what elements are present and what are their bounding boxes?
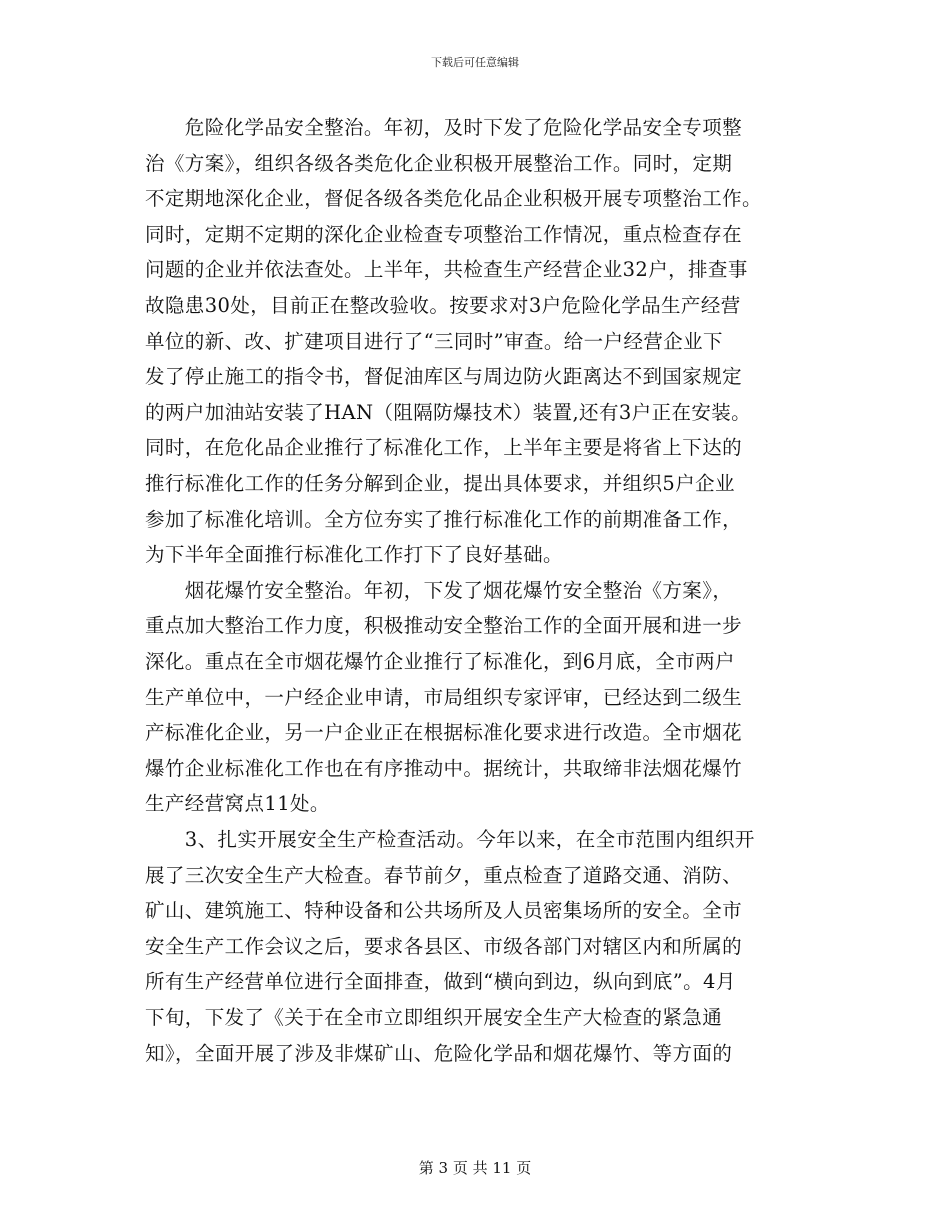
text-line: 产标准化企业，另一户企业正在根据标准化要求进行改造。全市烟花	[145, 721, 743, 745]
text-line: 治《方案》，组织各级各类危化企业积极开展整治工作。同时，定期	[145, 151, 733, 175]
text-line: 烟花爆竹安全整治。年初，下发了烟花爆竹安全整治《方案》，	[145, 578, 733, 602]
text-line: 问题的企业并依法查处。上半年，共检查生产经营企业32户，排查事	[145, 258, 748, 282]
text-line: 故隐患30处，目前正在整改验收。按要求对3户危险化学品生产经营	[145, 294, 741, 317]
text-line: 为下半年全面推行标准化工作打下了良好基础。	[145, 543, 563, 567]
text-line: 生产单位中，一户经企业申请，市局组织专家评审，已经达到二级生	[145, 685, 743, 709]
text-line: 所有生产经营单位进行全面排查，做到“横向到边，纵向到底”。4月	[145, 970, 736, 994]
text-line: 推行标准化工作的任务分解到企业，提出具体要求，并组织5户企业	[145, 472, 735, 495]
text-line: 的两户加油站安装了HAN（阻隔防爆技术）装置,还有3户正在安装。	[145, 400, 752, 424]
text-line: 同时，在危化品企业推行了标准化工作，上半年主要是将省上下达的	[145, 436, 743, 460]
text-line: 参加了标准化培训。全方位夯实了推行标准化工作的前期准备工作，	[145, 507, 743, 531]
text-line: 不定期地深化企业，督促各级各类危化品企业积极开展专项整治工作。	[145, 187, 762, 211]
text-line: 生产经营窝点11处。	[145, 792, 330, 816]
page-footer: 第 3 页 共 11 页	[418, 1159, 532, 1177]
text-line: 单位的新、改、扩建项目进行了“三同时”审查。给一户经营企业下	[145, 329, 723, 353]
text-line: 深化。重点在全市烟花爆竹企业推行了标准化，到6月底，全市两户	[145, 650, 735, 673]
text-line: 下旬，下发了《关于在全市立即组织开展安全生产大检查的紧急通	[145, 1006, 723, 1029]
text-line: 爆竹企业标准化工作也在有序推动中。据统计，共取缔非法烟花爆竹	[145, 756, 743, 780]
text-line: 同时，定期不定期的深化企业检查专项整治工作情况，重点检查存在	[145, 222, 743, 246]
text-line: 安全生产工作会议之后，要求各县区、市级各部门对辖区内和所属的	[145, 934, 743, 958]
text-line: 危险化学品安全整治。年初，及时下发了危险化学品安全专项整	[145, 116, 743, 139]
page-header: 下载后可任意编辑	[431, 56, 519, 69]
text-line: 发了停止施工的指令书，督促油库区与周边防火距离达不到国家规定	[145, 365, 743, 389]
text-line: 矿山、建筑施工、特种设备和公共场所及人员密集场所的安全。全市	[145, 899, 743, 923]
text-line: 展了三次安全生产大检查。春节前夕，重点检查了道路交通、消防、	[145, 863, 743, 887]
text-line: 重点加大整治工作力度，积极推动安全整治工作的全面开展和进一步	[145, 614, 743, 638]
text-line: 3、扎实开展安全生产检查活动。今年以来，在全市范围内组织开	[145, 828, 755, 851]
text-line: 知》，全面开展了涉及非煤矿山、危险化学品和烟花爆竹、等方面的	[145, 1041, 733, 1065]
